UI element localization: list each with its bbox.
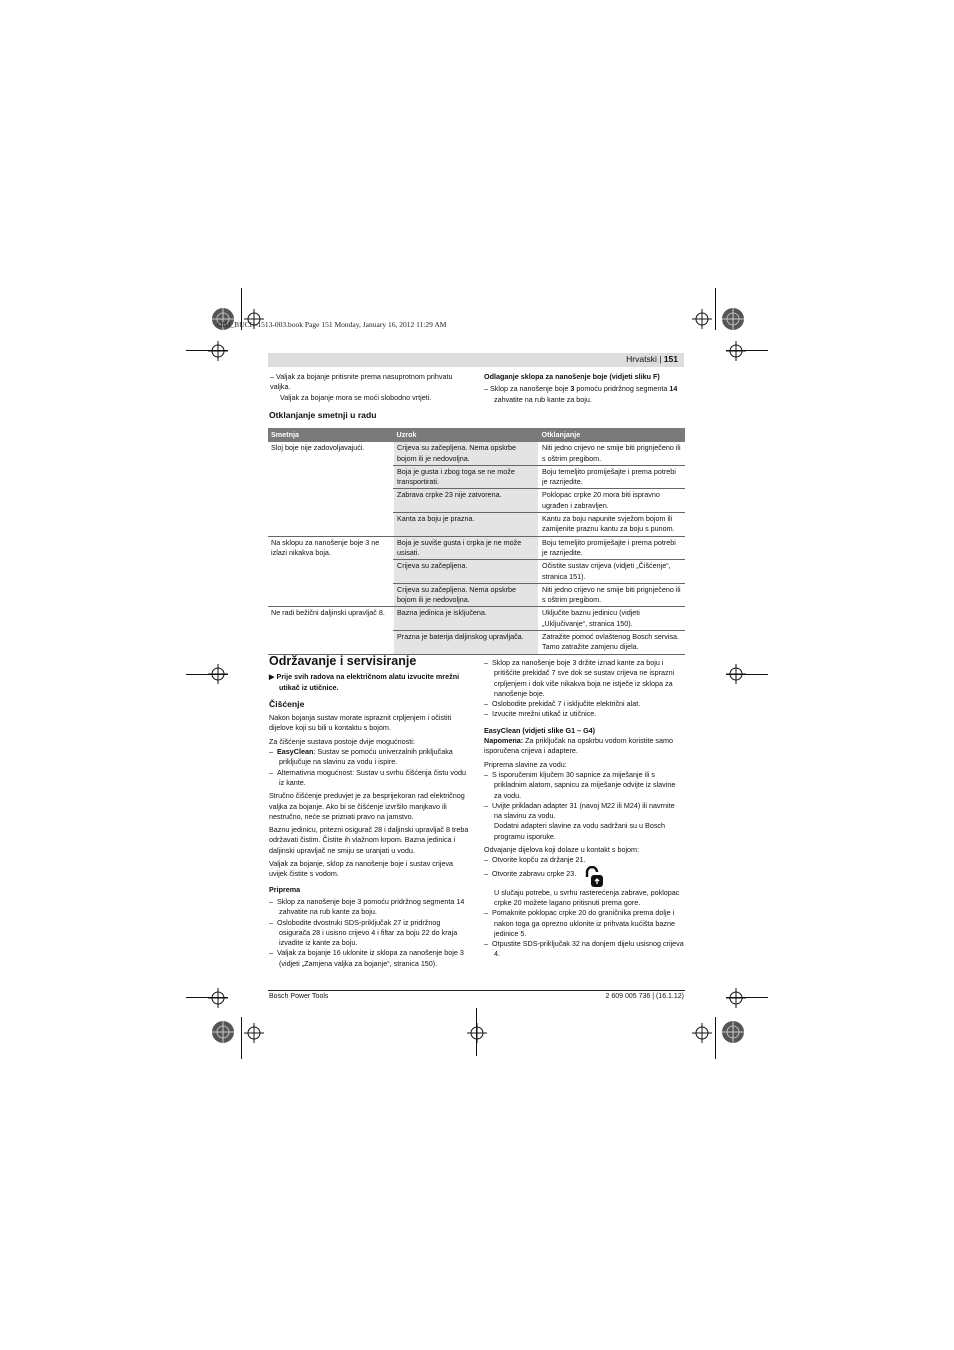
list-item: – S isporučenim ključem 30 sapnice za miješanje ili s prikladnim alatom, sapnicu za miješanje odvijte iz slavine za vodu. [484,769,676,800]
crosshair-icon [208,988,228,1008]
cause-cell: Crijeva su začepljena. [394,560,539,584]
top-left-text [270,372,470,403]
list-item: Dodatni adapteri slavine za vodu sadržani su u Bosch programu isporuke. [494,821,666,841]
crop-mark [476,1008,477,1056]
troubleshoot-table [268,428,685,655]
list-item: – Valjak za bojanje pritisnite prema nasuprotnom prihvatu valjka. [270,372,453,392]
crosshair-icon [244,1023,264,1043]
remedy-cell: Boju temeljito promiješajte i prema potrebi je razrijedite. [539,536,686,560]
crosshair-icon [726,341,746,361]
list-item: – Sklop za nanošenje boje 3 pomoću pridržnog segmenta 14 zahvatite na rub kante za boju. [269,896,465,917]
page-number: 151 [663,354,678,364]
col-header: Smetnja [268,428,394,442]
remedy-cell: Boju temeljito promiješajte i prema potrebi je razrijedite. [539,465,686,489]
table-row [268,607,685,631]
footer-doc-number: 2 609 005 736 | (16.1.12) [605,993,684,1000]
list-item: – Sklop za nanošenje boje 3 držite iznad kante za boju i pritišćite prekidač 7 sve dok se sustav crijeva ne isprazni crpljenjem i dok više nikakva boja ne istječe iz sklopa za nanošenje boje. [484,658,675,698]
registration-mark-icon [719,1018,747,1046]
remedy-cell: Kantu za boju napunite svježom bojom ili zamijenite praznu kantu za boju s punom. [539,513,686,537]
file-header: OBJ_BUCH-1513-003.book Page 151 Monday, January 16, 2012 11:29 AM [217,320,447,329]
cause-cell: Boja je suviše gusta i crpka je ne može usisati. [394,536,539,560]
list-item: – Oslobodite dvostruki SDS-priključak 27 iz pridržnog osigurača 28 i usisno crijevo 4 i filtar za boju 22 do kraja izvadite iz kante za boju. [269,917,458,948]
registration-mark-icon [719,305,747,333]
note: Napomena: Za priključak na opskrbu vodom koristite samo isporučena crijeva i adaptere. [484,736,673,756]
paragraph: Priprema slavine za vodu: [484,759,567,769]
crosshair-icon [208,341,228,361]
troubleshoot-title: Otklanjanje smetnji u radu [269,410,377,420]
right-column [484,658,684,960]
cleaning-title: Čišćenje [269,698,305,709]
warning-note: ▶ Prije svih radova na električnom alatu izvucite mrežni utikač iz utičnice. [269,672,460,692]
cause-cell: Crijeva su začepljena. Nema opskrbe bojom ili je nedovoljna. [394,442,539,465]
list-item: – Izvucite mrežni utikač iz utičnice. [484,709,597,719]
crosshair-icon [692,1023,712,1043]
list-item: – Sklop za nanošenje boje 3 pomoću pridržnog segmenta 14 zahvatite na rub kante za boju. [484,384,678,404]
cause-cell: Boja je gusta i zbog toga se ne može transportirati. [394,465,539,489]
footer-rule [268,990,685,991]
list-item: – Otpustite SDS-priključak 32 na donjem dijelu usisnog crijeva 4. [484,939,684,959]
remedy-cell: Uključite baznu jedinicu (vidjeti „Uključivanje“, stranica 150). [539,607,686,631]
crosshair-icon [692,309,712,329]
arrow-icon: ▶ [269,672,277,682]
cause-cell: Bazna jedinica je isključena. [394,607,539,631]
list-item: – Otvorite kopču za držanje 21. [484,855,586,865]
crosshair-icon [208,664,228,684]
crosshair-icon [726,664,746,684]
top-right-text [484,372,684,405]
col-header: Otklanjanje [539,428,686,442]
list-item: Valjak za bojanje mora se moći slobodno vrtjeti. [280,392,432,402]
crop-mark [715,1017,716,1059]
footer-brand: Bosch Power Tools [269,993,329,1000]
crosshair-icon [726,988,746,1008]
crop-mark [241,1017,242,1059]
crosshair-icon [467,1023,487,1043]
fault-cell: Sloj boje nije zadovoljavajući. [268,442,394,536]
list-item: – Otvorite zabravu crpke 23. [484,866,684,888]
crop-mark [715,288,716,330]
paragraph: Baznu jedinicu, pritezni osigurač 28 i daljinski upravljač 8 treba održavati čistim. Čistite ih vlažnom krpom. Bazna jedinica i daljinski upravljač ne smiju se uranjati u vodu. [269,825,469,855]
easyclean-title: EasyClean (vidjeti slike G1 – G4) [484,725,596,735]
cause-cell: Crijeva su začepljena. Nema opskrbe bojom ili je nedovoljna. [394,583,539,607]
cause-cell: Kanta za boju je prazna. [394,513,539,537]
fault-cell: Ne radi bežični daljinski upravljač 8. [268,607,394,654]
col-header: Uzrok [394,428,539,442]
table-row [268,536,685,560]
remedy-cell: Niti jedno crijevo ne smije biti prignječeno ili s oštrim pregibom. [539,442,686,465]
remedy-cell: Zatražite pomoć ovlaštenog Bosch servisa. Tamo zatražite zamjenu dijela. [539,631,686,655]
cause-cell: Zabrava crpke 23 nije zatvorena. [394,489,539,513]
paragraph: Stručno čišćenje preduvjet je za besprijekoran rad električnog valjka za bojanje. Ako bi se čišćenje izvršilo manjkavo ili nestručno, neće se priznati pravo na jamstvo. [269,791,465,821]
paragraph: Valjak za bojanje, sklop za nanošenje boje i sustav crijeva uvijek čistite s vodom. [269,859,454,879]
list-item: – Valjak za bojanje 16 uklonite iz sklopa za nanošenje boje 3 (vidjeti „Zamjena valjka za bojanje“, stranica 150). [269,948,464,968]
section-title: Održavanje i servisiranje [269,654,417,668]
prep-title: Priprema [269,884,301,894]
section-title: Odlaganje sklopa za nanošenje boje (vidjeti sliku F) [484,372,660,381]
remedy-cell: Poklopac crpke 20 mora biti ispravno ugrađen i zabravljen. [539,489,686,513]
list-item: – EasyClean: Sustav se pomoću univerzalnih priključaka priključuje na slavinu za vodu i ispire. [269,747,453,767]
remedy-cell: Očistite sustav crijeva (vidjeti „Čišćenje“, stranica 151). [539,560,686,584]
maintenance-section [269,656,469,969]
table-header [268,428,685,442]
registration-mark-icon [209,1018,237,1046]
table-row [268,442,685,465]
list-item: – Oslobodite prekidač 7 i isključite električni alat. [484,699,641,709]
remedy-cell: Niti jedno crijevo ne smije biti prignječeno ili s oštrim pregibom. [539,583,686,607]
list-item: – Pomaknite poklopac crpke 20 do graničnika prema dolje i nakon toga ga oprezno uklonite iz prihvata kućišta bazne jedinice 5. [484,908,676,938]
list-item: – Uvijte prikladan adapter 31 (navoj M22 ili M24) ili navrnite na slavinu za vodu. [484,800,675,821]
paragraph: Za čišćenje sustava postoje dvije mogućnosti: [269,736,415,746]
list-item: – Alternativna mogućnost: Sustav u svrhu čišćenja čistu vodu iz kante. [269,767,466,787]
unlock-icon [582,866,606,888]
language-label: Hrvatski [626,354,657,364]
page-header: Hrvatski | 151 [268,353,684,367]
list-item: U slučaju potrebe, u svrhu rasterećenja zabrave, poklopac crpke 20 možete lagano pritisnuti prema gore. [494,887,680,907]
cause-cell: Prazna je baterija daljinskog upravljača. [394,631,539,655]
paragraph: Odvajanje dijelova koji dolaze u kontakt s bojom: [484,845,640,855]
fault-cell: Na sklopu za nanošenje boje 3 ne izlazi nikakva boja. [268,536,394,607]
paragraph: Nakon bojanja sustav morate ispraznit crpljenjem i očistiti dijelove koji su bili u kontaktu s bojom. [269,713,452,733]
